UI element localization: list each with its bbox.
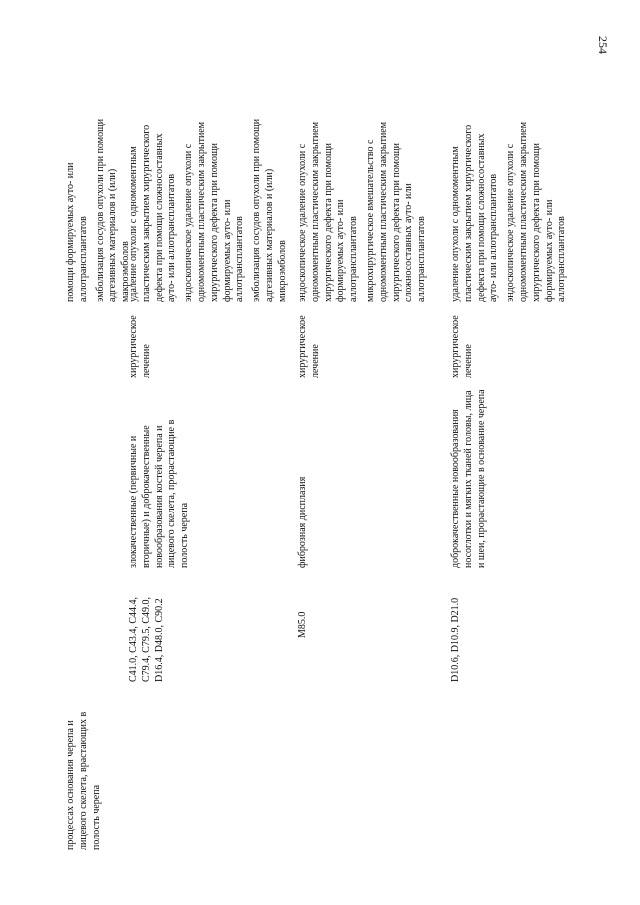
row-1-treatment-cell (128, 306, 158, 378)
row-1-methods-cell (128, 112, 294, 302)
continuation-method-2: эмболизация сосудов опухоли при помощи адгезивных материалов и (или) макроэмболов (94, 118, 132, 302)
row-3-codes-cell (450, 568, 467, 682)
page-number-text: 254 (596, 36, 610, 54)
row-1-method-1: удаление опухоли с одномоментным пластическим закрытием хирургического дефекта при помощи сложносоставных ауто- или аллотрансплантатов (128, 124, 178, 302)
row-2-method-1: эндоскопическое удаление опухоли с одномоментным пластическим закрытием хирургического дефекта при помощи формируемых ауто- или аллотрансплантатов (297, 121, 360, 302)
continuation-methods-cell (65, 112, 137, 302)
row-2-methods-cell (297, 112, 433, 302)
row-1-codes: C41.0, C43.4, C44.4, C79.4, C79.5, C49.0, D16.4, D48.0, C90.2 (128, 596, 165, 682)
row-1-method-3: эмболизация сосудов опухоли при помощи адгезивных материалов и (или) микроэмболов (251, 118, 288, 302)
row-2-codes-cell (297, 568, 314, 638)
row-2-treatment: хирургическое лечение (297, 315, 321, 378)
continuation-disease-cell (65, 690, 107, 850)
row-1-method-2: эндоскопическое удаление опухоли с одномоментным пластическим закрытием хирургического дефекта при помощи формируемых ауто- или аллотрансплантатов (183, 121, 246, 302)
row-1-diagnosis: злокачественные (первичные и вторичные) и доброкачественные новообразования костей черепа и лицевого скелета, прорастающие в полость черепа (128, 419, 191, 568)
row-3-method-1: удаление опухоли с одномоментным пластическим закрытием хирургического дефекта при помощи сложносоставных ауто- или аллотрансплантатов (450, 124, 500, 302)
page-number (596, 8, 628, 54)
row-2-diagnosis: фиброзная дисплазия (297, 476, 308, 568)
row-3-diagnosis-cell (450, 386, 492, 568)
row-2-treatment-cell (297, 306, 327, 378)
row-3-treatment: хирургическое лечение (450, 315, 474, 378)
row-3-method-2: эндоскопическое удаление опухоли с одномоментным пластическим закрытием хирургического дефекта при помощи формируемых ауто- или аллотрансплантатов (505, 121, 568, 302)
row-3-diagnosis: доброкачественные новообразования носоглотки и мягких тканей головы, лица и шеи, прорастающие в основание черепа (450, 389, 487, 568)
continuation-disease-text: процессах основания черепа и лицевого скелета, врастающих в полость черепа (65, 711, 102, 850)
row-3-codes: D10.6, D10.9, D21.0 (450, 597, 461, 682)
row-3-methods-cell (450, 112, 573, 302)
row-1-treatment: хирургическое лечение (128, 315, 152, 378)
row-2-method-2: микрохирургическое вмешательство с одномоментным пластическим закрытием хирургического дефекта при помощи сложносоставных ауто- или аллотрансплантатов (364, 121, 428, 302)
table (65, 10, 585, 850)
continuation-method-1: помощи формируемых ауто- или аллотрансплантатов (65, 162, 89, 302)
row-3-treatment-cell (450, 306, 480, 378)
row-1-codes-cell (128, 568, 170, 682)
row-2-codes: M85.0 (297, 611, 308, 638)
row-2-diagnosis-cell (297, 386, 314, 568)
row-1-diagnosis-cell (128, 386, 196, 568)
